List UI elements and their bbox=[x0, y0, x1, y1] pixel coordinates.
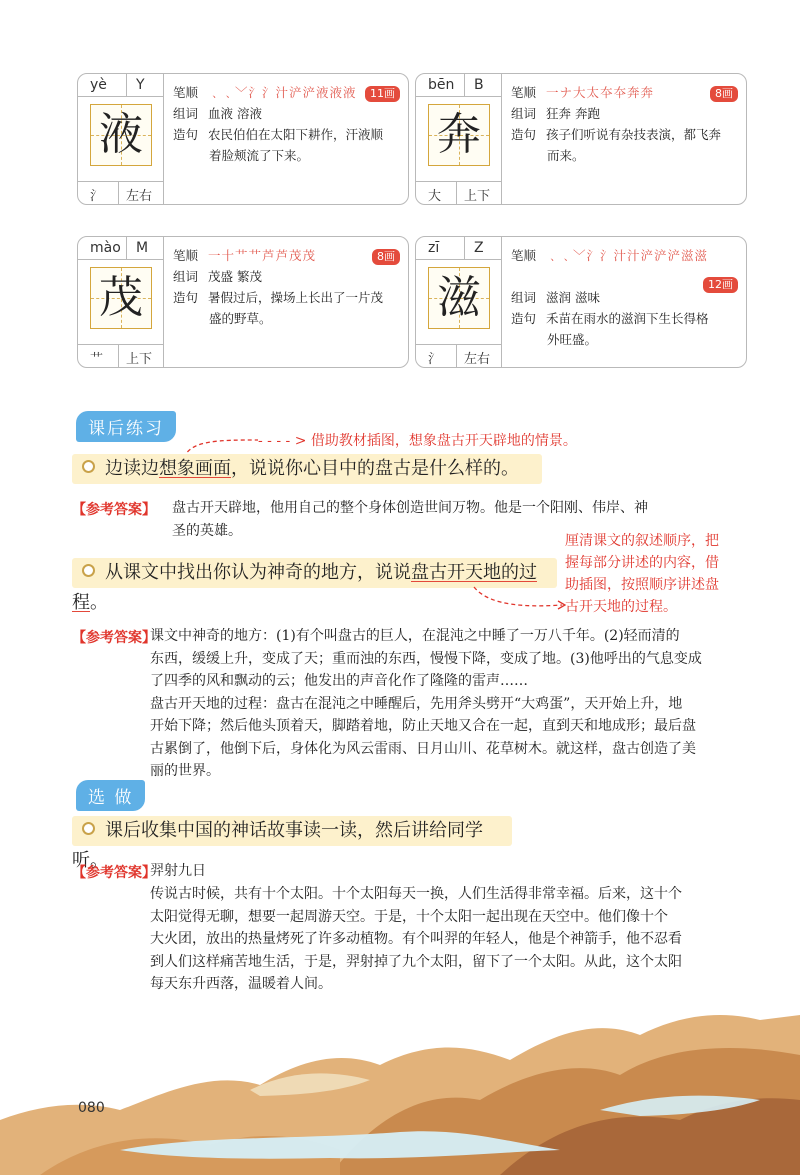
answer-3-line: 大火团，放出的热量烤死了许多动植物。有个叫羿的年轻人，他是个神箭手，他不忍看 bbox=[150, 931, 682, 947]
note-hint-2-line: 古开天地的过程。 bbox=[565, 599, 677, 615]
character: 奔 bbox=[437, 109, 481, 160]
answer-2-line: 了四季的风和飘动的云；他发出的声音化作了隆隆的雷声…… bbox=[150, 673, 528, 689]
character: 茂 bbox=[99, 272, 143, 323]
bullet-icon bbox=[82, 564, 95, 577]
structure: 左右 bbox=[464, 352, 491, 367]
pinyin: mào bbox=[90, 240, 121, 256]
answer-label-2: 【参考答案】 bbox=[72, 630, 156, 646]
sentence-line-2: 外旺盛。 bbox=[547, 332, 598, 347]
stroke-count-badge: 8画 bbox=[372, 249, 400, 265]
note-hint-1-text: 借助教材插图，想象盘古开天辟地的情景。 bbox=[310, 433, 577, 449]
section-title-exercises: 课后练习 bbox=[76, 411, 176, 442]
page-number: 080 bbox=[78, 1100, 105, 1116]
pinyin: zī bbox=[428, 240, 440, 256]
char-card-left bbox=[78, 237, 164, 367]
question-2-underlined: 盘古开天地的过程 bbox=[72, 562, 537, 613]
question-2-post: 。 bbox=[90, 592, 108, 613]
words-label: 组词 bbox=[173, 269, 199, 284]
answer-2-line: 东西，缓缓上升，变成了天；重而浊的东西，慢慢下降，变成了地。(3)他呼出的气息变成 bbox=[150, 650, 702, 667]
answer-3 bbox=[150, 883, 760, 996]
sentence-label: 造句 bbox=[173, 290, 199, 305]
stroke-order: ﹑﹑﹀氵氵汁汁浐浐浐滋滋 bbox=[546, 248, 709, 263]
pinyin-capital: Z bbox=[474, 240, 484, 256]
answer-2-line: 开始下降；然后他头顶着天，脚踏着地，防止天地又合在一起，直到天和地成形；最后盘 bbox=[150, 718, 696, 734]
stroke-order: 一十艹艹芦芦茂茂 bbox=[208, 248, 317, 263]
char-card-left bbox=[78, 74, 164, 204]
character: 滋 bbox=[437, 272, 481, 323]
radical-row bbox=[78, 344, 163, 367]
radical-row bbox=[78, 181, 163, 204]
sentence-line-1: 农民伯伯在太阳下耕作，汗液顺 bbox=[208, 127, 384, 142]
bullet-icon bbox=[82, 460, 95, 473]
char-card-details bbox=[173, 245, 400, 329]
radical: 大 bbox=[428, 189, 442, 204]
answer-3-line: 传说古时候，共有十个太阳。十个太阳每天一换，人们生活得非常幸福。后来，这十个 bbox=[150, 886, 682, 902]
sentence-label: 造句 bbox=[173, 127, 199, 142]
words: 狂奔 奔跑 bbox=[546, 106, 600, 121]
pinyin-row bbox=[416, 237, 501, 260]
answer-2-line: 古累倒了，他倒下后，身体化为风云雷雨、日月山川、花草树木。就这样，盘古创造了美 bbox=[150, 740, 696, 757]
answer-2-line: 课文中神奇的地方：(1)有个叫盘古的巨人，在混沌之中睡了一万八千年。(2)轻而清的 bbox=[150, 628, 680, 644]
words-label: 组词 bbox=[511, 106, 537, 121]
pinyin-row bbox=[78, 237, 163, 260]
stroke-order: ﹑﹑﹀氵氵汁浐浐液液液 bbox=[208, 85, 357, 100]
question-2-pre: 从课文中找出你认为神奇的地方，说说 bbox=[105, 562, 411, 583]
note-hint-2 bbox=[565, 530, 775, 618]
sentence-line-1: 暑假过后，操场上长出了一片茂 bbox=[208, 290, 384, 305]
pinyin-capital: B bbox=[474, 77, 484, 93]
sentence-line-2: 着脸颊流了下来。 bbox=[209, 148, 310, 163]
answer-2 bbox=[150, 625, 750, 783]
answer-3-line: 每天东升西落，温暖着人间。 bbox=[150, 976, 332, 992]
answer-3-line: 太阳觉得无聊，想要一起周游天空。于是，十个太阳一起出现在天空中。他们像十个 bbox=[150, 908, 668, 925]
words-label: 组词 bbox=[511, 290, 537, 305]
char-card-left bbox=[416, 74, 502, 204]
pinyin: yè bbox=[90, 77, 107, 93]
answer-1-line: 圣的英雄。 bbox=[172, 522, 242, 539]
question-1-pre: 边读边 bbox=[105, 458, 159, 479]
pinyin: bēn bbox=[428, 77, 455, 93]
stroke-count-badge: 8画 bbox=[710, 86, 738, 102]
radical: 氵 bbox=[90, 189, 104, 204]
sentence-line-2: 盛的野草。 bbox=[209, 311, 272, 326]
stroke-order-label: 笔顺 bbox=[511, 85, 537, 100]
stroke-order-label: 笔顺 bbox=[173, 85, 199, 100]
stroke-count-badge: 12画 bbox=[703, 277, 738, 293]
structure: 上下 bbox=[126, 352, 153, 367]
sentence-line-2: 而来。 bbox=[547, 148, 585, 163]
sentence-label: 造句 bbox=[511, 127, 537, 142]
stroke-order-label: 笔顺 bbox=[511, 248, 537, 263]
question-2 bbox=[72, 558, 557, 613]
char-card-details bbox=[511, 245, 738, 350]
pinyin-capital: M bbox=[136, 240, 149, 256]
stroke-count-badge: 11画 bbox=[365, 86, 400, 102]
pinyin-capital: Y bbox=[136, 77, 145, 93]
answer-1-line: 盘古开天辟地，他用自己的整个身体创造世间万物。他是一个阳刚、伟岸、神 bbox=[172, 500, 648, 516]
char-card-zi bbox=[415, 236, 747, 368]
dashed-arrow-2 bbox=[470, 585, 570, 615]
character-grid bbox=[428, 267, 490, 329]
words: 血液 溶液 bbox=[208, 106, 262, 121]
words: 滋润 滋味 bbox=[546, 290, 600, 305]
char-card-details bbox=[511, 82, 738, 166]
pinyin-row bbox=[78, 74, 163, 97]
char-card-ye bbox=[77, 73, 409, 205]
note-hint-2-line: 助插图，按照顺序讲述盘 bbox=[565, 577, 719, 593]
answer-label-1: 【参考答案】 bbox=[72, 502, 156, 518]
radical-row bbox=[416, 344, 501, 367]
structure: 左右 bbox=[126, 189, 153, 204]
radical: 氵 bbox=[428, 352, 442, 367]
answer-label-3: 【参考答案】 bbox=[72, 865, 156, 881]
char-card-details bbox=[173, 82, 400, 166]
answer-3-line: 到人们这样痛苦地生活，于是，羿射掉了九个太阳，留下了一个太阳。从此，这个太阳 bbox=[150, 953, 682, 970]
question-1 bbox=[72, 454, 542, 484]
character-grid bbox=[428, 104, 490, 166]
question-1-underlined: 想象画面 bbox=[159, 458, 231, 479]
words-label: 组词 bbox=[173, 106, 199, 121]
stroke-order: 一ナ大太夲夲奔奔 bbox=[546, 85, 655, 100]
character-grid bbox=[90, 267, 152, 329]
answer-2-line: 丽的世界。 bbox=[150, 763, 220, 779]
question-3-text: 课后收集中国的神话故事读一读，然后讲给同学听。 bbox=[72, 820, 483, 871]
sentence-line-1: 孩子们听说有杂技表演，都飞奔 bbox=[546, 127, 722, 142]
char-card-ben bbox=[415, 73, 747, 205]
structure: 上下 bbox=[464, 189, 491, 204]
words: 茂盛 繁茂 bbox=[208, 269, 262, 284]
character-grid bbox=[90, 104, 152, 166]
question-1-post: ，说说你心目中的盘古是什么样的。 bbox=[231, 458, 519, 479]
character: 液 bbox=[99, 109, 143, 160]
note-hint-2-line: 握每部分讲述的内容，借 bbox=[565, 555, 719, 571]
note-hint-2-line: 厘清课文的叙述顺序，把 bbox=[565, 533, 719, 549]
answer-2-line: 盘古开天地的过程：盘古在混沌之中睡醒后，先用斧头劈开“大鸡蛋”，天开始上升，地 bbox=[150, 695, 683, 712]
sentence-label: 造句 bbox=[511, 311, 537, 326]
sentence-line-1: 禾苗在雨水的滋润下生长得格 bbox=[546, 311, 709, 326]
bullet-icon bbox=[82, 822, 95, 835]
radical-row bbox=[416, 181, 501, 204]
char-card-mao bbox=[77, 236, 409, 368]
char-card-left bbox=[416, 237, 502, 367]
section-title-optional: 选 做 bbox=[76, 780, 145, 811]
pinyin-row bbox=[416, 74, 501, 97]
radical: 艹 bbox=[90, 352, 104, 367]
stroke-order-label: 笔顺 bbox=[173, 248, 199, 263]
mountain-illustration bbox=[0, 1000, 800, 1175]
note-hint-1: - - - - > 借助教材插图，想象盘古开天辟地的情景。 bbox=[258, 433, 577, 449]
answer-3-title: 羿射九日 bbox=[150, 863, 206, 879]
